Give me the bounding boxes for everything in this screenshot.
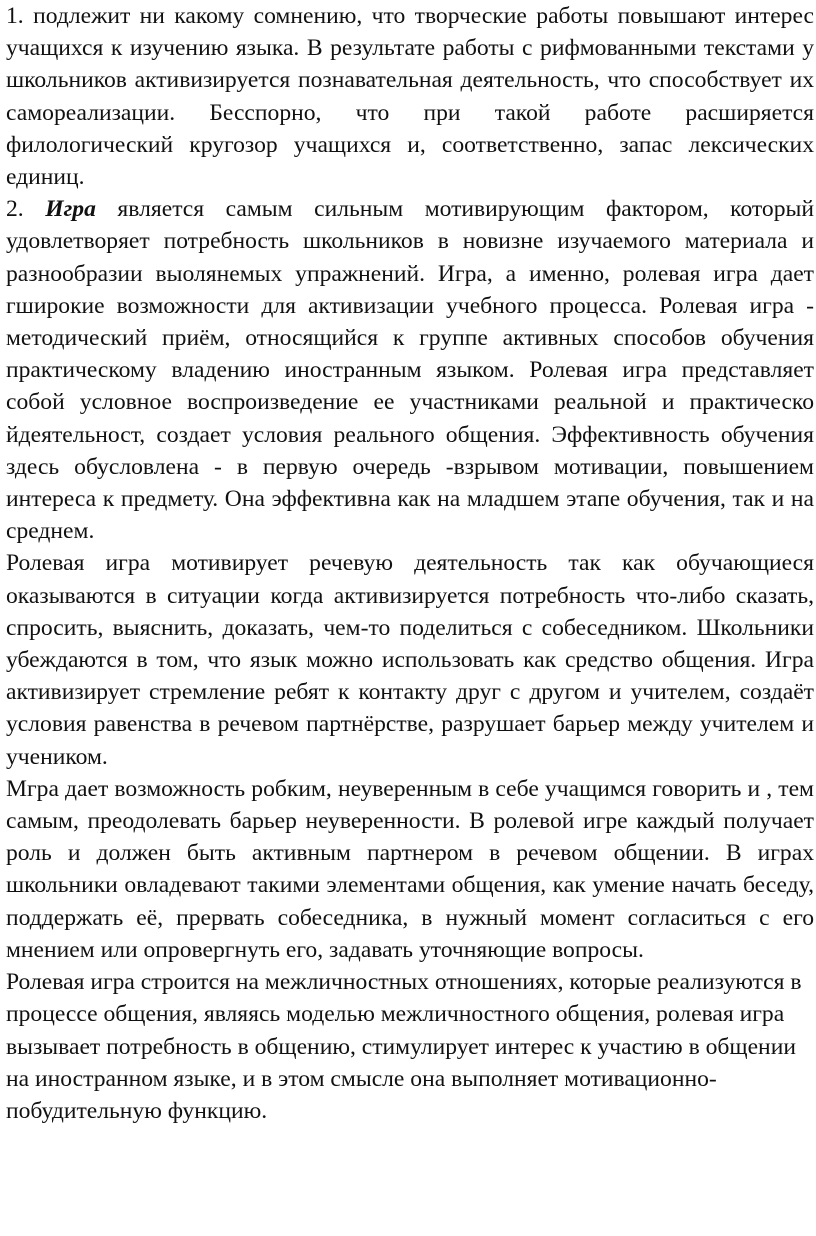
paragraph-4-text: Мгра дает возможность робким, неуверенным в себе учащимся говорить и , тем самым, преодолевать барьер неуверенности. В ролевой игре каждый получает роль и должен быть активным партнером в речевом общении. В играх школьники овладевают такими элементами общения, как умение начать беседу, поддержать её, прервать собеседника, в нужный момент согласиться с его мнением или опровергнуть его, задавать уточняющие вопросы. <box>6 775 814 963</box>
paragraph-2-number: 2. <box>6 196 46 223</box>
paragraph-1-text: 1. подлежит ни какому сомнению, что творческие работы повышают интерес учащихся к изучению языка. В результате работы с рифмованными текстами у школьников активизируется познавательная деятельность, что способствует их самореализации. Бесспорно, что при такой работе расширяется филологический кругозор учащихся и, соответственно, запас лексических единиц. <box>6 3 814 191</box>
paragraph-3 <box>6 547 814 772</box>
paragraph-1 <box>6 0 814 193</box>
paragraph-5-text: Ролевая игра строится на межличностных отношениях, которые реализуются в процессе общения, являясь моделью межличностного общения, ролевая игра вызывает потребность в общению, стимулирует интерес к участию в общении на иностранном языке, и в этом смысле она выполняет мотивационно-побудительную функцию. <box>6 969 802 1124</box>
paragraph-4 <box>6 773 814 966</box>
paragraph-2-text: является самым сильным мотивирующим фактором, который удовлетворяет потребность школьников в новизне изучаемого материала и разнообразии выолянемых упражнений. Игра, а именно, ролевая игра дает гширокие возможности для активизации учебного процесса. Ролевая игра - методический приём, относящийся к группе активных способов обучения практическому владению иностранным языком. Ролевая игра представляет собой условное воспроизведение ее участниками реальной и практическо йдеятельност, создает условия реального общения. Эффективность обучения здесь обусловлена - в первую очередь -взрывом мотивации, повышением интереса к предмету. Она эффективна как на младшем этапе обучения, так и на среднем. <box>6 196 815 545</box>
paragraph-3-text: Ролевая игра мотивирует речевую деятельность так как обучающиеся оказываются в ситуации когда активизируется потребность что-либо сказать, спросить, выяснить, доказать, чем-то поделиться с собеседником. Школьники убеждаются в том, что язык можно использовать как средство общения. Игра активизирует стремление ребят к контакту друг с другом и учителем, создаёт условия равенства в речевом партнёрстве, разрушает барьер между учителем и учеником. <box>6 550 814 770</box>
paragraph-2-emphasis: Игра <box>45 196 96 223</box>
paragraph-2 <box>6 193 814 547</box>
paragraph-5 <box>6 966 814 1127</box>
